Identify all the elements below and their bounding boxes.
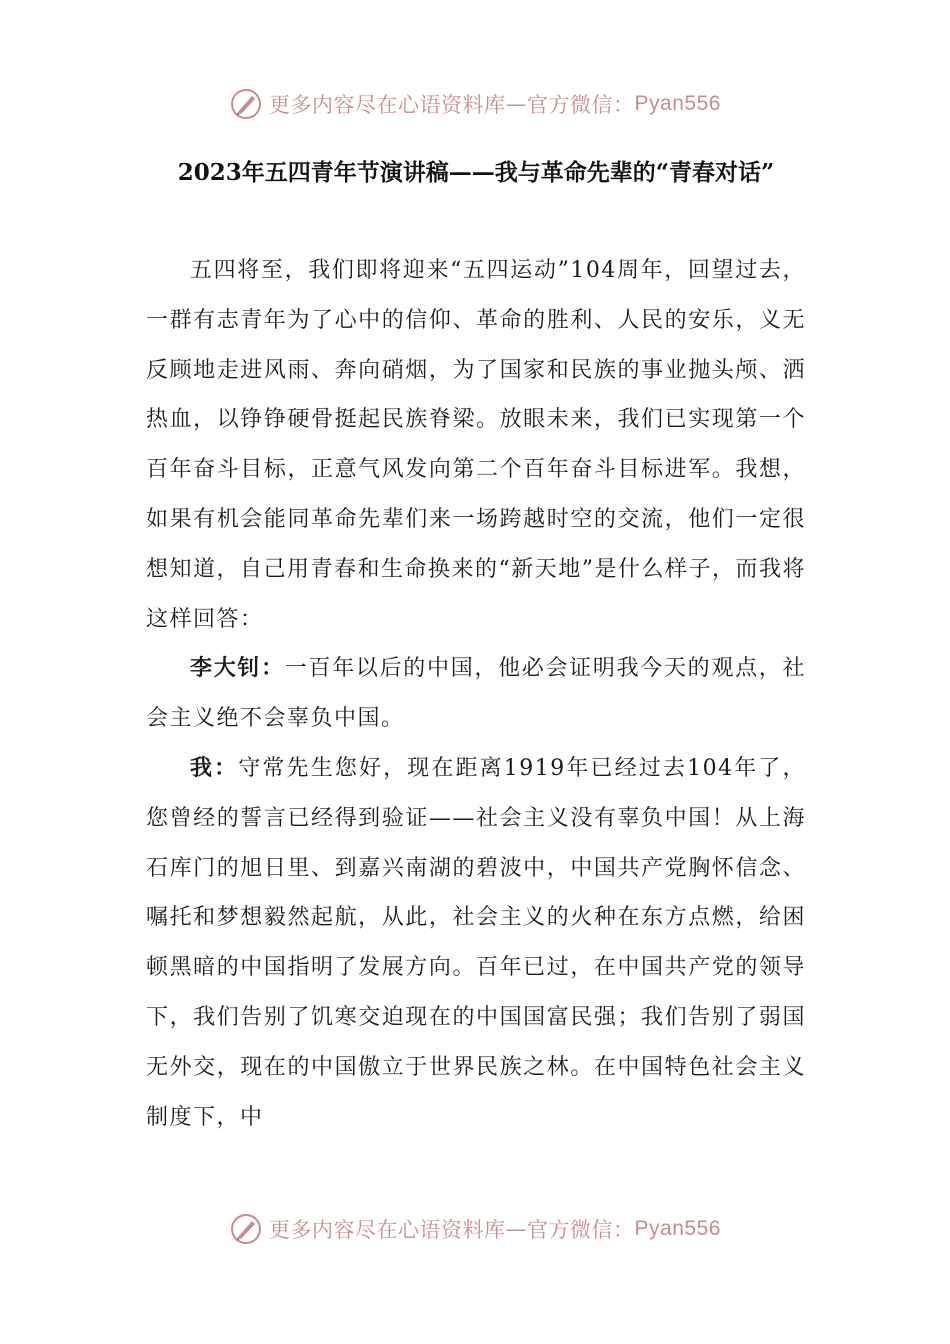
pen-logo-icon	[229, 87, 263, 121]
document-body	[146, 246, 806, 1142]
footer-watermark	[0, 1207, 950, 1251]
speaker-label: 李大钊：	[190, 655, 285, 682]
watermark-separator: —	[505, 92, 528, 116]
speaker-label: 我：	[190, 754, 239, 781]
watermark-site-text: 更多内容尽在心语资料库	[269, 93, 506, 117]
paragraph-text: 一百年以后的中国，他必会证明我今天的观点，社会主义绝不会辜负中国。	[146, 656, 806, 732]
paragraph-text: 五四将至，我们即将迎来“五四运动”104周年，回望过去，一群有志青年为了心中的信仰、革命的胜利、人民的安乐，义无反顾地走进风雨、奔向硝烟，为了国家和民族的事业抛头颅、洒热血，以铮铮硬骨挺起民族脊梁。放眼未来，我们已实现第一个百年奋斗目标，正意气风发向第二个百年奋斗目标进军。我想，如果有机会能同革命先辈们来一场跨越时空的交流，他们一定很想知道，自己用青春和生命换来的“新天地”是什么样子，而我将这样回答：	[146, 258, 806, 632]
pen-logo-icon	[229, 1212, 263, 1246]
watermark-wechat-id: Pyan556	[634, 1217, 721, 1240]
document-title: 2023年五四青年节演讲稿——我与革命先辈的“青春对话”	[177, 159, 775, 186]
watermark-separator: —	[505, 1217, 528, 1241]
watermark-wechat-label: 官方微信：	[527, 1218, 635, 1242]
watermark-site-text: 更多内容尽在心语资料库	[269, 1218, 506, 1242]
header-watermark	[0, 82, 950, 126]
paragraph-text: 守常先生您好，现在距离1919年已经过去104年了，您曾经的誓言已经得到验证——社会主义没有辜负中国！从上海石库门的旭日里、到嘉兴南湖的碧波中，中国共产党胸怀信念、嘱托和梦想毅然起航，从此，社会主义的火种在东方点燃，给困顿黑暗的中国指明了发展方向。百年已过，在中国共产党的领导下，我们告别了饥寒交迫现在的中国国富民强；我们告别了弱国无外交，现在的中国傲立于世界民族之林。在中国特色社会主义制度下，中	[146, 755, 806, 1130]
paragraph-li-dazhao	[146, 644, 806, 744]
paragraph-me	[146, 744, 806, 1142]
watermark-wechat-label: 官方微信：	[527, 93, 635, 117]
paragraph-intro	[146, 246, 806, 644]
watermark-wechat-id: Pyan556	[634, 92, 721, 115]
